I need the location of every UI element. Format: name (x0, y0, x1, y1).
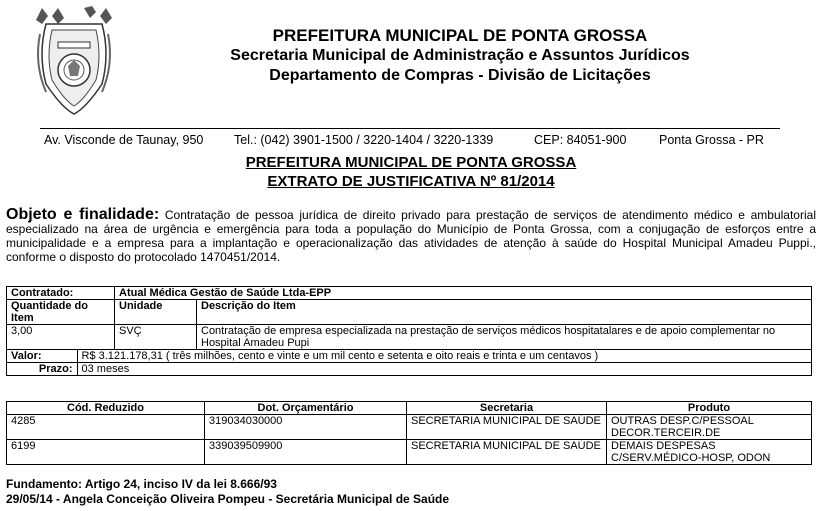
contratado-row (7, 287, 812, 300)
prazo-inner (7, 363, 811, 375)
secretaria-cell: SECRETARIA MUNICIPAL DE SAÚDE (407, 440, 607, 465)
table-row (7, 440, 812, 465)
letterhead-municipality: PREFEITURA MUNICIPAL DE PONTA GROSSA (272, 26, 648, 45)
col-produto-header: Produto (607, 402, 812, 415)
cod-reduzido-cell: 6199 (7, 440, 205, 465)
signature-line: 29/05/14 - Angela Conceição Oliveira Pompeu - Secretária Municipal de Saúde (6, 492, 450, 506)
col-secretaria-header: Secretaria (407, 402, 607, 415)
produto-cell: OUTRAS DESP.C/PESSOAL DECOR.TERCEIR.DE (607, 415, 812, 440)
valor-value: R$ 3.121.178,31 ( três milhões, cento e vinte e um mil cento e setenta e oito reais e trinta e um centavos ) (81, 350, 599, 362)
cod-reduzido-cell: 4285 (7, 415, 205, 440)
budget-header-row (7, 402, 812, 415)
contact-cep: CEP: 84051-900 (534, 133, 627, 147)
budget-table (6, 401, 812, 465)
col-cod-reduzido-header: Cód. Reduzido (7, 402, 205, 415)
col-dot-orcamentario-header: Dot. Orçamentário (205, 402, 407, 415)
contact-city: Ponta Grossa - PR (659, 133, 764, 147)
document-title: PREFEITURA MUNICIPAL DE PONTA GROSSA (245, 154, 577, 171)
contact-address: Av. Visconde de Taunay, 950 (44, 133, 204, 147)
contract-table (6, 286, 812, 376)
col-descricao-header: Descrição do Item (197, 300, 812, 325)
letterhead-secretariat: Secretaria Municipal de Administração e Assuntos Jurídicos (230, 47, 690, 64)
contact-phone: Tel.: (042) 3901-1500 / 3220-1404 / 3220-1339 (234, 133, 494, 147)
valor-label: Valor: (7, 350, 77, 362)
objeto-paragraph (6, 208, 816, 264)
dot-orcamentario-cell: 319034030000 (205, 415, 407, 440)
objeto-text: Contratação de pessoa jurídica de direito privado para prestação de serviços de atendimento médico e ambulatorial especializado na área de urgência e emergência para toda a população do Município de Ponta Grossa, com a conjugação de esforços entre a municipalidade e a empresa para a implantação e operacionalização das atividades de atenção à saúde do Hospital Municipal Amadeu Puppi., conforme o disposto do protocolado 1470451/2014. (6, 208, 816, 264)
item-unidade: SVÇ (115, 325, 197, 350)
items-header-row (7, 300, 812, 325)
secretaria-cell: SECRETARIA MUNICIPAL DE SAÚDE (407, 415, 607, 440)
produto-cell: DEMAIS DESPESAS C/SERV.MÉDICO-HOSP, ODON (607, 440, 812, 465)
valor-row (7, 350, 812, 363)
fundamento-legal: Fundamento: Artigo 24, inciso IV da lei 8.666/93 (6, 477, 277, 491)
contratado-label: Contratado: (7, 287, 115, 300)
table-row (7, 415, 812, 440)
municipal-coat-of-arms-icon (32, 4, 116, 116)
item-row (7, 325, 812, 350)
contratado-value: Atual Médica Gestão de Saúde Ltda-EPP (115, 287, 812, 300)
prazo-label: Prazo: (7, 363, 77, 375)
document-subtitle: EXTRATO DE JUSTIFICATIVA Nº 81/2014 (267, 173, 555, 190)
item-descricao: Contratação de empresa especializada na prestação de serviços médicos hospitatalares e de apoio complementar no Hospital Amadeu Pupi (197, 325, 812, 350)
dot-orcamentario-cell: 339039509900 (205, 440, 407, 465)
header-divider (40, 128, 780, 129)
letterhead (200, 26, 720, 86)
prazo-value: 03 meses (81, 363, 130, 375)
objeto-label: Objeto e finalidade: (6, 206, 160, 223)
letterhead-department: Departamento de Compras - Divisão de Licitações (269, 67, 651, 84)
col-unidade-header: Unidade (115, 300, 197, 325)
item-quantidade: 3,00 (7, 325, 115, 350)
col-quantidade-header: Quantidade do Item (7, 300, 115, 325)
prazo-row (7, 363, 812, 376)
valor-inner (7, 350, 811, 362)
